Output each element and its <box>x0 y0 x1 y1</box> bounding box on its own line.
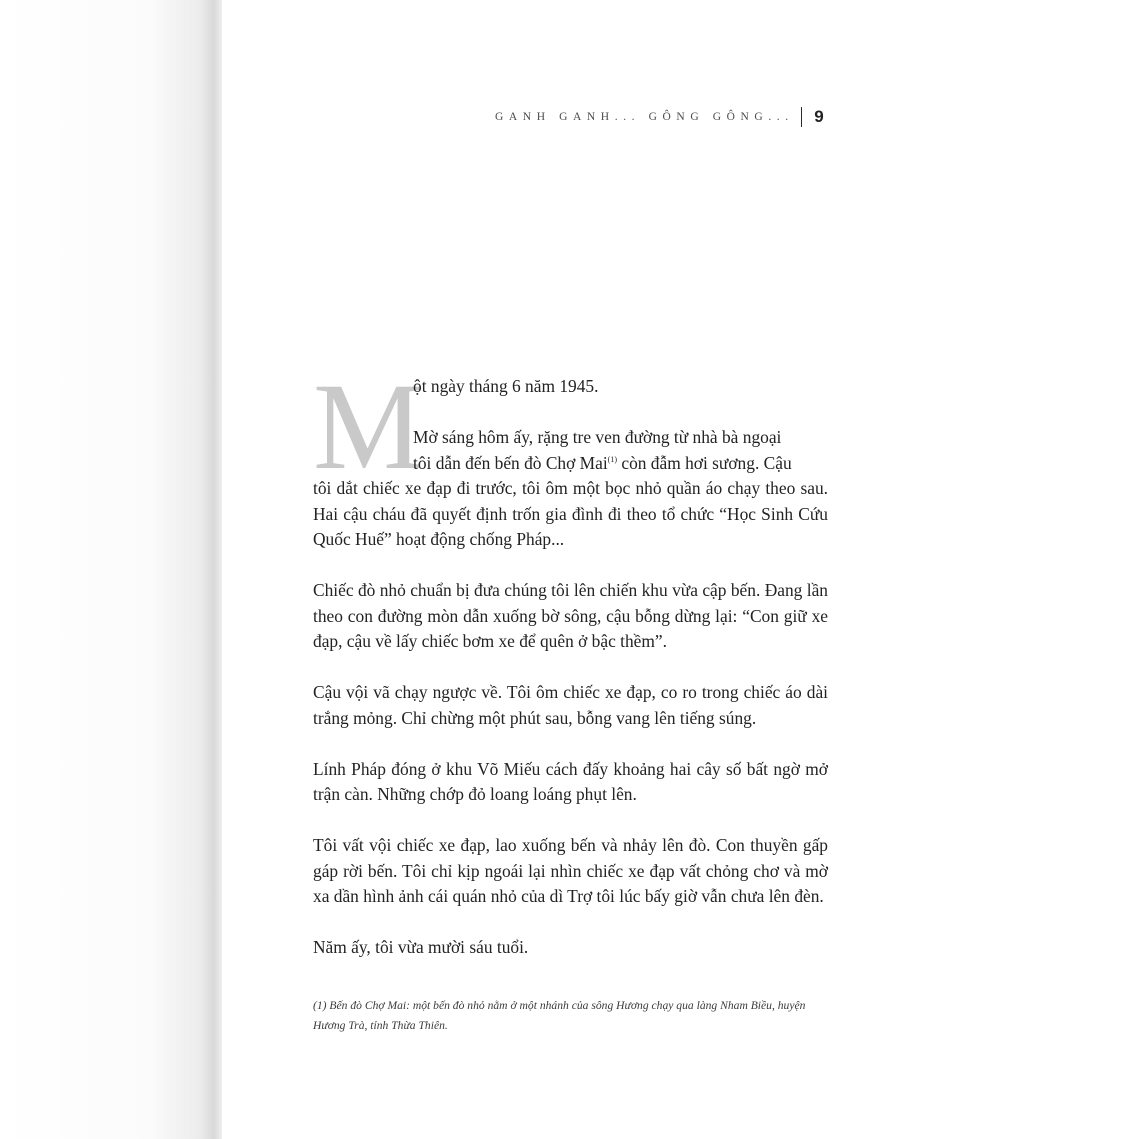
chapter-body <box>313 358 828 986</box>
opening-block <box>313 358 828 495</box>
paragraph-5: Lính Pháp đóng ở khu Võ Miếu cách đấy khoảng hai cây số bất ngờ mở trận càn. Những chớp đỏ loang loáng phụt lên. <box>313 758 828 804</box>
paragraph-2-line-2-end: còn đẫm hơi sương. Cậu <box>617 452 792 473</box>
paragraph-6: Tôi vất vội chiếc xe đạp, lao xuống bến và nhảy lên đò. Con thuyền gấp gáp rời bến. Tôi chỉ kịp ngoái lại nhìn chiếc xe đạp vất chỏng chơ và mờ xa dần hình ảnh cái quán nhỏ của dì Trợ tôi lúc bấy giờ vẫn chưa lên đèn. <box>313 835 828 906</box>
paragraph-4: Cậu vội vã chạy ngược về. Tôi ôm chiếc xe đạp, co ro trong chiếc áo dài trắng mỏng. Chỉ chừng một phút sau, bỗng vang lên tiếng súng. <box>313 682 828 728</box>
running-title: GANH GANH... GÔNG GÔNG... <box>495 111 794 123</box>
paragraph-7: Năm ấy, tôi vừa mười sáu tuổi. <box>313 937 529 957</box>
paragraph-2-line-1: Mờ sáng hôm ấy, rặng tre ven đường từ nhà bà ngoại <box>413 427 782 447</box>
opening-line: ột ngày tháng 6 năm 1945. <box>413 376 599 396</box>
header-divider <box>801 107 803 127</box>
footnote: (1) Bến đò Chợ Mai: một bến đò nhỏ nằm ở một nhánh của sông Hương chạy qua làng Nham Biều, huyện Hương Trà, tỉnh Thừa Thiên. <box>313 999 806 1032</box>
paragraph-2-line-2 <box>413 451 828 477</box>
running-header <box>495 104 824 130</box>
book-gutter-shadow <box>0 0 222 1139</box>
paragraph-2-line-2-start: tôi dẫn đến bến đò Chợ Mai <box>413 452 608 473</box>
paragraph-3: Chiếc đò nhỏ chuẩn bị đưa chúng tôi lên chiến khu vừa cập bến. Đang lần theo con đường mòn dẫn xuống bờ sông, cậu bỗng dừng lại: “Con giữ xe đạp, cậu về lấy chiếc bơm xe để quên ở bậc thềm”. <box>313 580 828 651</box>
paragraph-2-continued: tôi dắt chiếc xe đạp đi trước, tôi ôm một bọc nhỏ quần áo chạy theo sau. Hai cậu cháu đã quyết định trốn gia đình đi theo tổ chức “Học Sinh Cứu Quốc Huế” hoạt động chống Pháp... <box>313 478 828 549</box>
drop-cap: M <box>313 358 422 495</box>
footnote-reference: (1) <box>607 454 617 464</box>
page-number: 9 <box>814 107 824 126</box>
